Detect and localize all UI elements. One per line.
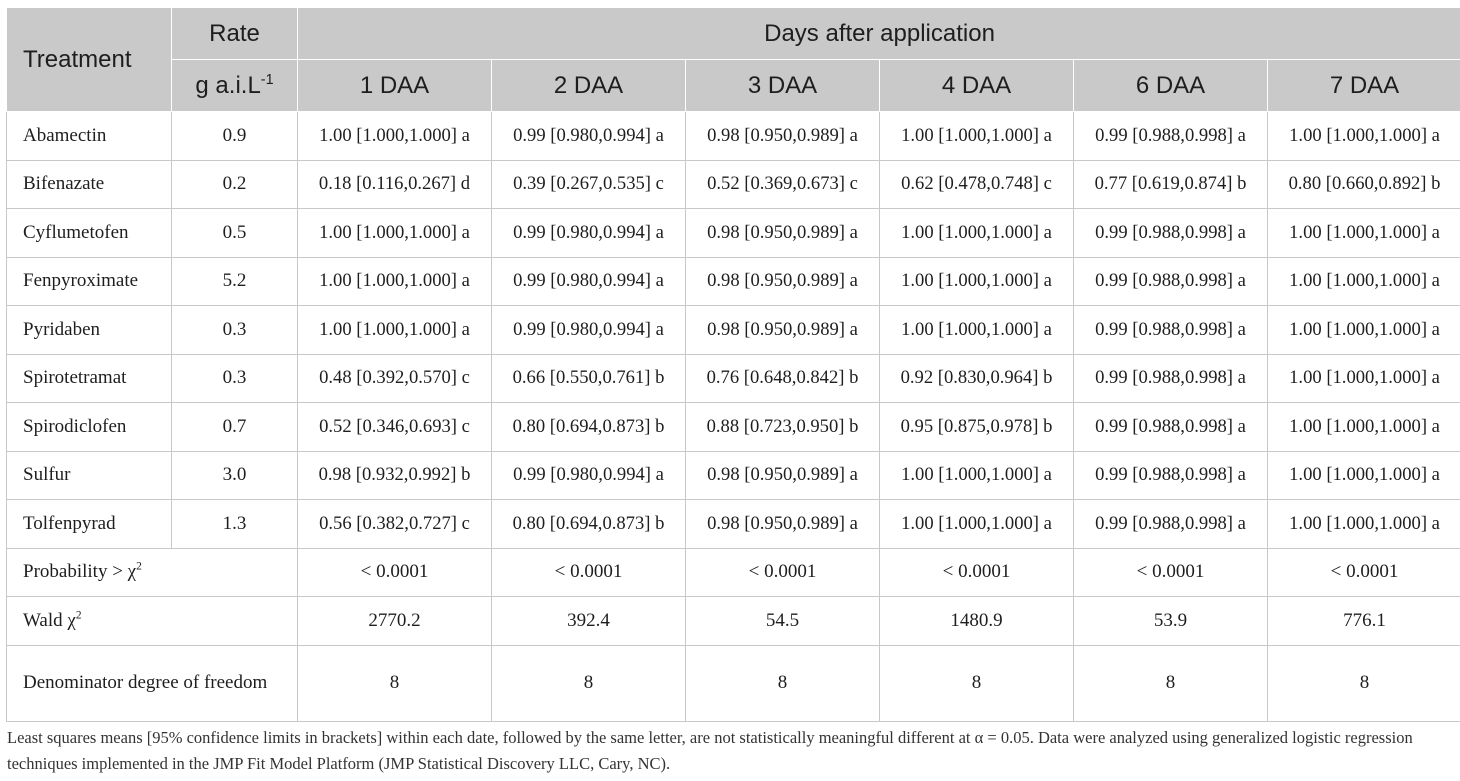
lsmean-cell: 0.99 [0.980,0.994] a (492, 112, 686, 161)
table-row (7, 451, 1460, 500)
lsmean-cell: 0.98 [0.950,0.989] a (686, 500, 880, 549)
lsmean-cell: 0.99 [0.988,0.998] a (1074, 403, 1268, 452)
probability-label-exponent: 2 (136, 560, 142, 573)
lsmean-cell: 0.18 [0.116,0.267] d (298, 160, 492, 209)
day-header-4: 4 DAA (880, 60, 1074, 112)
rate-value: 1.3 (172, 500, 298, 549)
lsmean-cell: 1.00 [1.000,1.000] a (1268, 354, 1460, 403)
probability-value: < 0.0001 (880, 548, 1074, 597)
treatment-name: Bifenazate (7, 160, 172, 209)
lsmean-cell: 0.99 [0.980,0.994] a (492, 451, 686, 500)
treatment-name: Cyflumetofen (7, 209, 172, 258)
rate-value: 0.2 (172, 160, 298, 209)
lsmean-cell: 0.56 [0.382,0.727] c (298, 500, 492, 549)
lsmean-cell: 0.98 [0.950,0.989] a (686, 209, 880, 258)
lsmean-cell: 0.99 [0.988,0.998] a (1074, 209, 1268, 258)
table-body (7, 112, 1460, 722)
lsmean-cell: 0.80 [0.694,0.873] b (492, 500, 686, 549)
ddf-value: 8 (1268, 645, 1460, 721)
lsmean-cell: 0.77 [0.619,0.874] b (1074, 160, 1268, 209)
lsmean-cell: 0.98 [0.950,0.989] a (686, 112, 880, 161)
lsmean-cell: 0.92 [0.830,0.964] b (880, 354, 1074, 403)
lsmean-cell: 1.00 [1.000,1.000] a (880, 451, 1074, 500)
treatment-name: Tolfenpyrad (7, 500, 172, 549)
lsmean-cell: 1.00 [1.000,1.000] a (1268, 257, 1460, 306)
table-row (7, 160, 1460, 209)
lsmean-cell: 0.99 [0.988,0.998] a (1074, 451, 1268, 500)
ddf-row (7, 645, 1460, 721)
lsmean-cell: 0.99 [0.988,0.998] a (1074, 257, 1268, 306)
lsmean-cell: 1.00 [1.000,1.000] a (1268, 306, 1460, 355)
rate-value: 0.7 (172, 403, 298, 452)
lsmean-cell: 0.99 [0.988,0.998] a (1074, 306, 1268, 355)
wald-value: 53.9 (1074, 597, 1268, 646)
lsmean-cell: 0.99 [0.988,0.998] a (1074, 112, 1268, 161)
lsmean-cell: 1.00 [1.000,1.000] a (880, 209, 1074, 258)
ddf-value: 8 (298, 645, 492, 721)
lsmean-cell: 1.00 [1.000,1.000] a (298, 306, 492, 355)
probability-label-text: Probability > χ (23, 561, 137, 583)
day-header-6: 6 DAA (1074, 60, 1268, 112)
lsmean-cell: 0.98 [0.932,0.992] b (298, 451, 492, 500)
treatment-header: Treatment (7, 8, 172, 112)
day-header-3: 3 DAA (686, 60, 880, 112)
treatment-name: Spirotetramat (7, 354, 172, 403)
wald-label (7, 597, 298, 646)
day-header-2: 2 DAA (492, 60, 686, 112)
lsmean-cell: 1.00 [1.000,1.000] a (1268, 500, 1460, 549)
lsmean-cell: 0.80 [0.660,0.892] b (1268, 160, 1460, 209)
table-row (7, 209, 1460, 258)
day-header-1: 1 DAA (298, 60, 492, 112)
wald-value: 1480.9 (880, 597, 1074, 646)
lsmean-cell: 0.62 [0.478,0.748] c (880, 160, 1074, 209)
lsmean-cell: 0.99 [0.980,0.994] a (492, 306, 686, 355)
header-row-2 (7, 60, 1460, 112)
lsmean-cell: 1.00 [1.000,1.000] a (880, 112, 1074, 161)
probability-value: < 0.0001 (686, 548, 880, 597)
results-table (6, 7, 1460, 722)
wald-value: 54.5 (686, 597, 880, 646)
rate-value: 0.3 (172, 354, 298, 403)
table-header (7, 8, 1460, 112)
lsmean-cell: 1.00 [1.000,1.000] a (298, 257, 492, 306)
lsmean-cell: 1.00 [1.000,1.000] a (298, 209, 492, 258)
table-row (7, 112, 1460, 161)
table-footnote: Least squares means [95% confidence limits in brackets] within each date, followed by the same letter, are not statistically meaningful different at α = 0.05. Data were analyzed using generalized logistic regression techniques implemented in the JMP Fit Model Platform (JMP Statistical Discovery LLC, Cary, NC). (7, 728, 1413, 773)
lsmean-cell: 0.99 [0.988,0.998] a (1074, 354, 1268, 403)
wald-row (7, 597, 1460, 646)
lsmean-cell: 0.80 [0.694,0.873] b (492, 403, 686, 452)
lsmean-cell: 0.66 [0.550,0.761] b (492, 354, 686, 403)
lsmean-cell: 1.00 [1.000,1.000] a (1268, 112, 1460, 161)
lsmean-cell: 0.76 [0.648,0.842] b (686, 354, 880, 403)
probability-value: < 0.0001 (492, 548, 686, 597)
lsmean-cell: 1.00 [1.000,1.000] a (1268, 403, 1460, 452)
lsmean-cell: 0.98 [0.950,0.989] a (686, 306, 880, 355)
lsmean-cell: 0.52 [0.369,0.673] c (686, 160, 880, 209)
ddf-label: Denominator degree of freedom (7, 645, 298, 721)
probability-value: < 0.0001 (1074, 548, 1268, 597)
lsmean-cell: 0.99 [0.980,0.994] a (492, 209, 686, 258)
lsmean-cell: 0.98 [0.950,0.989] a (686, 451, 880, 500)
lsmean-cell: 0.98 [0.950,0.989] a (686, 257, 880, 306)
treatment-name: Spirodiclofen (7, 403, 172, 452)
lsmean-cell: 0.95 [0.875,0.978] b (880, 403, 1074, 452)
ddf-value: 8 (492, 645, 686, 721)
table-row (7, 354, 1460, 403)
rate-unit-base: g a.i.L (195, 71, 261, 99)
table-row (7, 257, 1460, 306)
lsmean-cell: 0.88 [0.723,0.950] b (686, 403, 880, 452)
lsmean-cell: 1.00 [1.000,1.000] a (298, 112, 492, 161)
wald-value: 2770.2 (298, 597, 492, 646)
probability-label (7, 548, 298, 597)
table-row (7, 306, 1460, 355)
treatment-name: Sulfur (7, 451, 172, 500)
table-row (7, 403, 1460, 452)
rate-value: 0.3 (172, 306, 298, 355)
treatment-name: Pyridaben (7, 306, 172, 355)
rate-value: 0.9 (172, 112, 298, 161)
rate-unit-exponent: -1 (260, 71, 274, 88)
wald-value: 776.1 (1268, 597, 1460, 646)
ddf-value: 8 (1074, 645, 1268, 721)
table-row (7, 500, 1460, 549)
lsmean-cell: 1.00 [1.000,1.000] a (880, 500, 1074, 549)
probability-value: < 0.0001 (1268, 548, 1460, 597)
results-table-container (6, 7, 1453, 722)
lsmean-cell: 1.00 [1.000,1.000] a (1268, 209, 1460, 258)
rate-header: Rate (172, 8, 298, 60)
ddf-value: 8 (686, 645, 880, 721)
lsmean-cell: 0.52 [0.346,0.693] c (298, 403, 492, 452)
lsmean-cell: 1.00 [1.000,1.000] a (880, 257, 1074, 306)
probability-row (7, 548, 1460, 597)
wald-label-text: Wald χ (23, 609, 76, 631)
rate-unit-header (172, 60, 298, 112)
ddf-value: 8 (880, 645, 1074, 721)
lsmean-cell: 0.39 [0.267,0.535] c (492, 160, 686, 209)
lsmean-cell: 0.99 [0.988,0.998] a (1074, 500, 1268, 549)
wald-value: 392.4 (492, 597, 686, 646)
lsmean-cell: 1.00 [1.000,1.000] a (880, 306, 1074, 355)
probability-value: < 0.0001 (298, 548, 492, 597)
lsmean-cell: 1.00 [1.000,1.000] a (1268, 451, 1460, 500)
rate-value: 5.2 (172, 257, 298, 306)
header-row-1 (7, 8, 1460, 60)
rate-value: 0.5 (172, 209, 298, 258)
lsmean-cell: 0.48 [0.392,0.570] c (298, 354, 492, 403)
treatment-name: Abamectin (7, 112, 172, 161)
days-after-application-header: Days after application (298, 8, 1460, 60)
wald-label-exponent: 2 (75, 609, 82, 622)
treatment-name: Fenpyroximate (7, 257, 172, 306)
day-header-7: 7 DAA (1268, 60, 1460, 112)
rate-value: 3.0 (172, 451, 298, 500)
lsmean-cell: 0.99 [0.980,0.994] a (492, 257, 686, 306)
